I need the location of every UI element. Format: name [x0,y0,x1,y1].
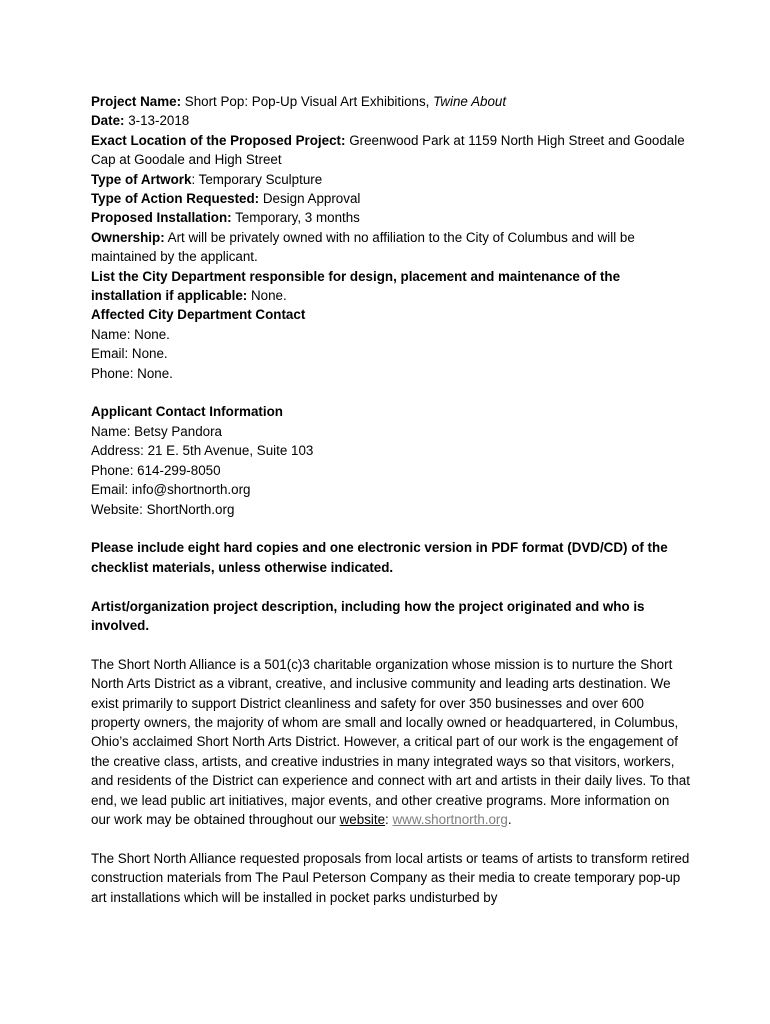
ownership-line [91,228,691,267]
link-separator: : [385,811,393,827]
city-department-line [91,267,691,306]
project-name-label: Project Name: [91,94,182,109]
artwork-type-label: Type of Artwork [91,171,192,187]
paragraph-1 [91,655,691,830]
installation-label: Proposed Installation: [91,210,232,226]
action-type-value: Design Approval [259,191,361,207]
spacer [91,519,691,538]
location-label: Exact Location of the Proposed Project: [91,132,346,148]
installation-line [91,208,691,227]
spacer [91,383,691,402]
applicant-website: Website: ShortNorth.org [91,501,235,517]
ownership-value: Art will be privately owned with no affiliation to the City of Columbus and will be maintained by the applicant. [91,229,635,265]
applicant-phone: Phone: 614-299-8050 [91,462,221,478]
document-page [91,92,691,907]
spacer [91,829,691,848]
city-contact-email: Email: None. [91,346,168,362]
website-link[interactable]: website [339,811,386,827]
applicant-email: Email: info@shortnorth.org [91,482,251,498]
artwork-type-line [91,170,691,189]
paragraph-2: The Short North Alliance requested proposals from local artists or teams of artists to transform retired construction materials from The Paul Peterson Company as their media to create temporary pop-up art installations which will be installed in pocket parks undisturbed by [91,850,690,905]
city-contact-heading: Affected City Department Contact [91,307,306,323]
location-value: Greenwood Park at 1159 North High Street and Goodale Cap at Goodale and High Street [91,132,685,168]
applicant-name: Name: Betsy Pandora [91,423,222,439]
city-department-value: None. [247,288,287,304]
ownership-label: Ownership: [91,229,165,245]
city-department-label: List the City Department responsible for design, placement and maintenance of the installation if applicable: [91,268,621,304]
instructions: Please include eight hard copies and one electronic version in PDF format (DVD/CD) of the checklist materials, unless otherwise indicated. [91,540,668,575]
date-value: 3-13-2018 [124,113,190,129]
action-type-label: Type of Action Requested: [91,191,260,207]
installation-value: Temporary, 3 months [231,210,360,226]
date-line [91,111,691,130]
applicant-heading: Applicant Contact Information [91,404,283,420]
applicant-address: Address: 21 E. 5th Avenue, Suite 103 [91,443,314,459]
city-contact-phone: Phone: None. [91,365,173,381]
paragraph-1-end: . [507,811,512,827]
project-name-italic: Twine About [433,94,507,109]
spacer [91,577,691,596]
spacer [91,635,691,654]
action-type-line [91,189,691,208]
date-label: Date: [91,113,125,129]
paragraph-1-text: The Short North Alliance is a 501(c)3 charitable organization whose mission is to nurture the Short North Arts District as a vibrant, creative, and inclusive community and leading arts destination. We exist primarily to support District cleanliness and safety for over 350 businesses and over 600 property owners, the majority of whom are small and locally owned or headquartered, in Columbus, Ohio’s acclaimed Short North Arts District. However, a critical part of our work is the engagement of the creative class, artists, and creative industries in many integrated ways so that visitors, workers, and residents of the District can experience and connect with art and artists in their daily lives. To that end, we lead public art initiatives, major events, and other creative programs. More information on our work may be obtained throughout our [91,656,690,827]
artwork-type-value: : Temporary Sculpture [191,171,323,187]
shortnorth-url-link[interactable]: www.shortnorth.org [392,811,508,827]
city-contact-name: Name: None. [91,326,170,342]
description-heading: Artist/organization project description, including how the project originated and who is involved. [91,598,645,633]
location-line [91,131,691,170]
project-name-line [91,92,691,111]
project-name-value: Short Pop: Pop-Up Visual Art Exhibitions, [181,94,434,109]
